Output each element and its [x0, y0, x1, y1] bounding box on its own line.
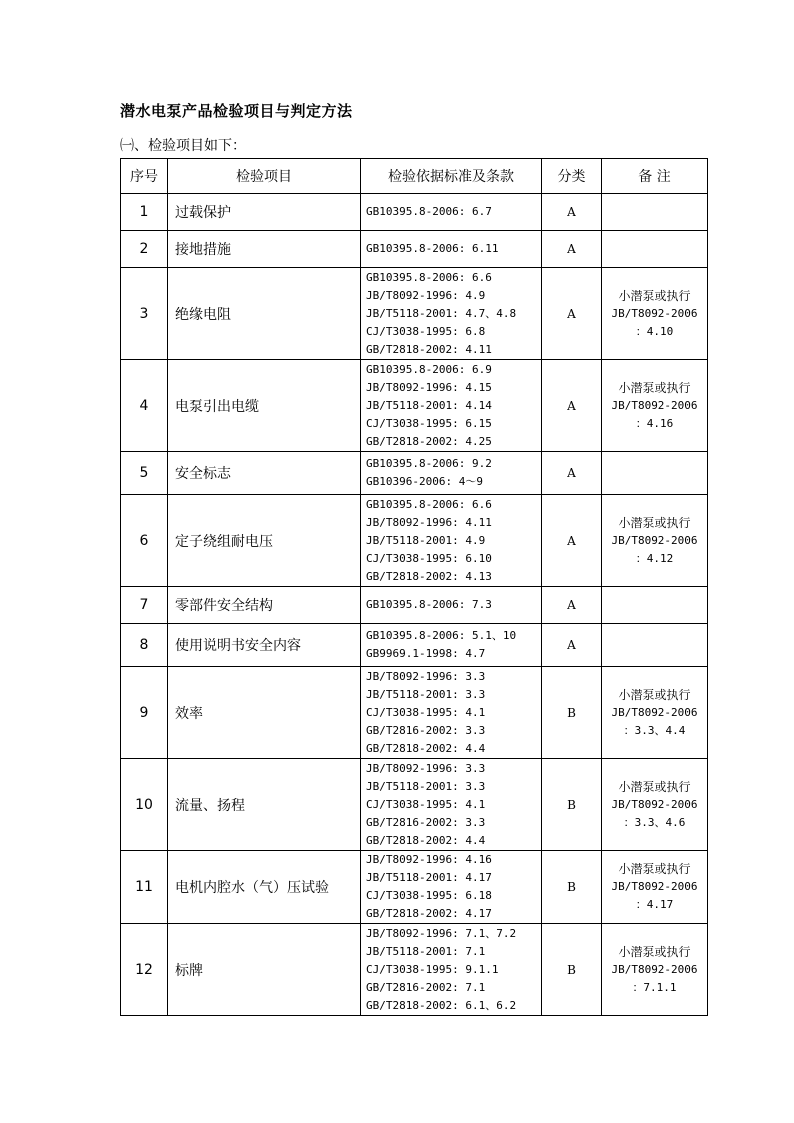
remark-line: ：7.1.1	[632, 980, 677, 994]
row-inspection-item: 标牌	[168, 924, 361, 1016]
row-inspection-item: 流量、扬程	[168, 759, 361, 851]
standard-clause-line: JB/T8092-1996: 3.3	[366, 669, 486, 683]
remark-line: JB/T8092-2006	[611, 962, 698, 976]
standard-clause-line: CJ/T3038-1995: 6.15	[366, 416, 492, 430]
row-serial-number: 5	[121, 452, 168, 495]
standard-clause-line: GB/T2818-2002: 4.17	[366, 907, 492, 920]
table-row	[121, 231, 708, 268]
row-serial-number: 6	[121, 495, 168, 587]
remark-line: 小潜泵或执行	[618, 380, 691, 395]
row-category: B	[542, 667, 602, 759]
remark-line: JB/T8092-2006	[611, 705, 698, 719]
row-serial-number: 7	[121, 587, 168, 624]
header-category: 分类	[542, 159, 602, 194]
remark-line: ：4.12	[635, 551, 674, 565]
table-row	[121, 587, 708, 624]
table-row	[121, 851, 708, 924]
remark-line: JB/T8092-2006	[611, 306, 698, 320]
row-serial-number: 11	[121, 851, 168, 924]
remark-line: JB/T8092-2006	[611, 797, 698, 811]
table-row	[121, 624, 708, 667]
table-body	[121, 194, 708, 1016]
standard-clause-line: JB/T8092-1996: 7.1、7.2	[366, 926, 517, 940]
standard-clause-line: GB/T2818-2002: 4.4	[366, 833, 486, 847]
row-remarks	[602, 851, 708, 924]
standard-clause-line: CJ/T3038-1995: 6.18	[366, 889, 492, 902]
row-serial-number: 1	[121, 194, 168, 231]
row-remarks	[602, 667, 708, 759]
remark-line: 小潜泵或执行	[618, 862, 691, 876]
standard-clause-line: GB/T2818-2002: 4.25	[366, 434, 492, 448]
standard-clause-line: JB/T5118-2001: 3.3	[366, 779, 486, 793]
row-inspection-item: 绝缘电阻	[168, 268, 361, 360]
row-category: A	[542, 452, 602, 495]
standard-clause-line: GB10395.8-2006: 5.1、10	[366, 629, 517, 642]
header-standard-clause: 检验依据标准及条款	[361, 159, 542, 194]
standard-clause-line: GB10395.8-2006: 6.11	[366, 242, 499, 255]
table-row	[121, 452, 708, 495]
table-row	[121, 495, 708, 587]
header-serial-number: 序号	[121, 159, 168, 194]
row-remarks	[602, 360, 708, 452]
document-title: 潜水电泵产品检验项目与判定方法	[120, 102, 353, 120]
standard-clause-line: JB/T5118-2001: 4.17	[366, 871, 492, 884]
header-remarks: 备 注	[602, 159, 708, 194]
standard-clause-line: JB/T5118-2001: 4.9	[366, 533, 486, 547]
row-category: B	[542, 924, 602, 1016]
row-inspection-item: 定子绕组耐电压	[168, 495, 361, 587]
row-inspection-item: 使用说明书安全内容	[168, 624, 361, 667]
row-category: A	[542, 194, 602, 231]
standard-clause-line: JB/T8092-1996: 4.9	[366, 288, 486, 302]
row-remarks	[602, 194, 708, 231]
row-serial-number: 12	[121, 924, 168, 1016]
remark-line: ：4.10	[635, 324, 674, 338]
standard-clause-line: CJ/T3038-1995: 6.10	[366, 551, 492, 565]
remark-line: 小潜泵或执行	[618, 515, 691, 530]
row-category: A	[542, 587, 602, 624]
standard-clause-line: GB10395.8-2006: 6.6	[366, 497, 492, 511]
row-category: A	[542, 231, 602, 268]
row-category: B	[542, 759, 602, 851]
standard-clause-line: GB9969.1-1998: 4.7	[366, 647, 486, 660]
standard-clause-line: JB/T8092-1996: 4.11	[366, 515, 492, 529]
row-remarks	[602, 924, 708, 1016]
standard-clause-line: GB/T2816-2002: 3.3	[366, 723, 486, 737]
row-serial-number: 8	[121, 624, 168, 667]
row-remarks	[602, 759, 708, 851]
row-inspection-item: 安全标志	[168, 452, 361, 495]
standard-clause-line: JB/T5118-2001: 3.3	[366, 687, 486, 701]
table-row	[121, 924, 708, 1016]
standard-clause-line: GB/T2818-2002: 4.4	[366, 741, 486, 755]
row-standard-clauses	[361, 851, 542, 924]
standard-clause-line: GB/T2816-2002: 3.3	[366, 815, 486, 829]
standard-clause-line: JB/T8092-1996: 4.15	[366, 380, 492, 394]
table-row	[121, 360, 708, 452]
row-serial-number: 10	[121, 759, 168, 851]
standard-clause-line: GB10395.8-2006: 6.6	[366, 270, 492, 284]
row-category: A	[542, 360, 602, 452]
row-standard-clauses	[361, 495, 542, 587]
remark-line: ：4.16	[635, 416, 674, 430]
standard-clause-line: JB/T8092-1996: 4.16	[366, 853, 492, 866]
standard-clause-line: GB/T2818-2002: 4.13	[366, 569, 492, 583]
row-serial-number: 4	[121, 360, 168, 452]
row-inspection-item: 零部件安全结构	[168, 587, 361, 624]
table-row	[121, 268, 708, 360]
standard-clause-line: GB10395.8-2006: 9.2	[366, 457, 492, 470]
row-serial-number: 2	[121, 231, 168, 268]
table-row	[121, 759, 708, 851]
section-heading: ㈠、检验项目如下：	[120, 138, 246, 154]
standard-clause-line: GB/T2818-2002: 4.11	[366, 342, 492, 356]
row-standard-clauses	[361, 231, 542, 268]
remark-line: 小潜泵或执行	[618, 687, 691, 702]
standard-clause-line: CJ/T3038-1995: 4.1	[366, 705, 486, 719]
row-standard-clauses	[361, 587, 542, 624]
row-standard-clauses	[361, 667, 542, 759]
table-header-row	[121, 159, 708, 194]
row-remarks	[602, 231, 708, 268]
remark-line: 小潜泵或执行	[618, 944, 691, 959]
table-row	[121, 667, 708, 759]
row-standard-clauses	[361, 624, 542, 667]
row-standard-clauses	[361, 924, 542, 1016]
row-remarks	[602, 624, 708, 667]
standard-clause-line: GB/T2816-2002: 7.1	[366, 980, 486, 994]
standard-clause-line: CJ/T3038-1995: 4.1	[366, 797, 486, 811]
standard-clause-line: JB/T5118-2001: 4.7、4.8	[366, 306, 517, 320]
row-remarks	[602, 495, 708, 587]
row-inspection-item: 电泵引出电缆	[168, 360, 361, 452]
remark-line: ：4.17	[635, 898, 674, 911]
row-category: A	[542, 268, 602, 360]
standard-clause-line: JB/T8092-1996: 3.3	[366, 761, 486, 775]
row-category: A	[542, 495, 602, 587]
row-standard-clauses	[361, 194, 542, 231]
standard-clause-line: JB/T5118-2001: 7.1	[366, 944, 486, 958]
row-remarks	[602, 268, 708, 360]
remark-line: JB/T8092-2006	[611, 880, 698, 893]
row-inspection-item: 效率	[168, 667, 361, 759]
standard-clause-line: GB10396-2006: 4～9	[366, 475, 483, 488]
row-serial-number: 9	[121, 667, 168, 759]
standard-clause-line: CJ/T3038-1995: 9.1.1	[366, 962, 499, 976]
standard-clause-line: GB10395.8-2006: 6.7	[366, 205, 492, 218]
table-row	[121, 194, 708, 231]
row-standard-clauses	[361, 759, 542, 851]
remark-line: ：3.3、4.6	[623, 815, 686, 829]
row-inspection-item: 过载保护	[168, 194, 361, 231]
remark-line: JB/T8092-2006	[611, 533, 698, 547]
row-category: A	[542, 624, 602, 667]
row-remarks	[602, 587, 708, 624]
row-inspection-item: 电机内腔水（气）压试验	[168, 851, 361, 924]
standard-clause-line: GB/T2818-2002: 6.1、6.2	[366, 998, 517, 1012]
remark-line: 小潜泵或执行	[618, 779, 691, 794]
row-standard-clauses	[361, 452, 542, 495]
row-standard-clauses	[361, 268, 542, 360]
remark-line: JB/T8092-2006	[611, 398, 698, 412]
standard-clause-line: GB10395.8-2006: 6.9	[366, 362, 492, 376]
standard-clause-line: JB/T5118-2001: 4.14	[366, 398, 492, 412]
remark-line: 小潜泵或执行	[618, 288, 691, 303]
standard-clause-line: GB10395.8-2006: 7.3	[366, 598, 492, 611]
standard-clause-line: CJ/T3038-1995: 6.8	[366, 324, 486, 338]
row-inspection-item: 接地措施	[168, 231, 361, 268]
inspection-table	[120, 158, 708, 1016]
row-category: B	[542, 851, 602, 924]
row-standard-clauses	[361, 360, 542, 452]
row-remarks	[602, 452, 708, 495]
header-inspection-item: 检验项目	[168, 159, 361, 194]
row-serial-number: 3	[121, 268, 168, 360]
remark-line: ：3.3、4.4	[623, 723, 686, 737]
